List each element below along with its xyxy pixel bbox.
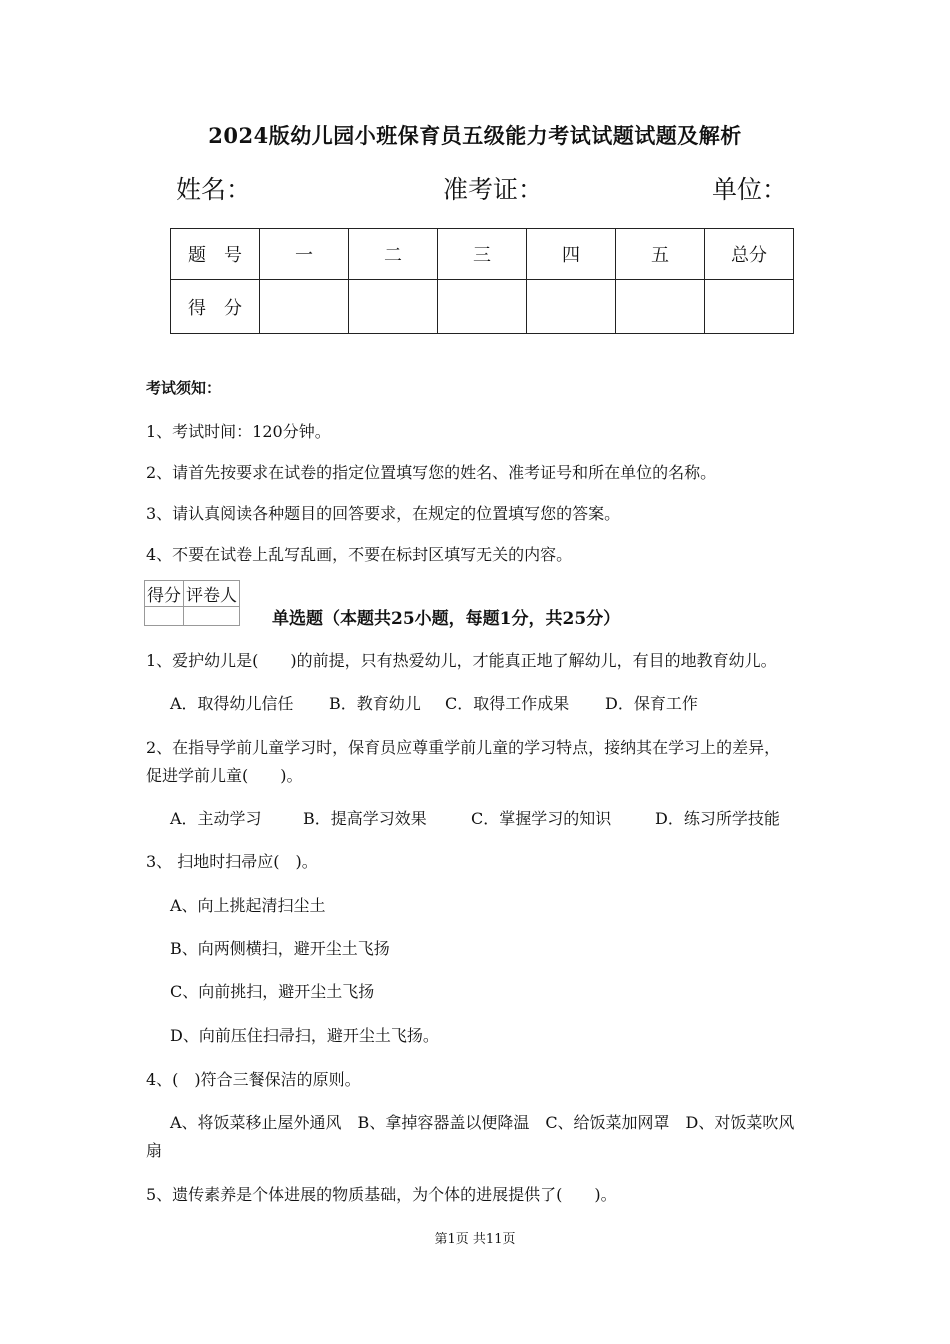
grader-score-label: 得分 bbox=[145, 581, 184, 607]
question-options-line: A、将饭菜移止屋外通风 B、拿掉容器盖以便降温 C、给饭菜加网罩 D、对饭菜吹风 bbox=[170, 1113, 795, 1132]
score-cell[interactable] bbox=[616, 280, 705, 334]
grader-box bbox=[144, 580, 240, 626]
question-option: C．掌握学习的知识 bbox=[471, 809, 612, 828]
question-option: D、向前压住扫帚扫，避开尘土飞扬。 bbox=[170, 1026, 439, 1045]
score-table-column: 四 bbox=[527, 229, 616, 280]
question-stem: 促进学前儿童( )。 bbox=[146, 766, 303, 785]
question-option: D．练习所学技能 bbox=[655, 809, 780, 828]
score-table-column: 总分 bbox=[705, 229, 794, 280]
score-table-row-label: 得 分 bbox=[171, 280, 260, 334]
notice-heading: 考试须知： bbox=[146, 379, 222, 397]
score-table-column: 五 bbox=[616, 229, 705, 280]
score-cell[interactable] bbox=[705, 280, 794, 334]
exam-id-label: 准考证： bbox=[443, 175, 544, 204]
question-option: A．主动学习 bbox=[170, 809, 262, 828]
name-label: 姓名： bbox=[176, 175, 252, 204]
notice-item: 1、考试时间：120分钟。 bbox=[146, 422, 331, 441]
score-table bbox=[170, 228, 794, 334]
question-stem: 1、爱护幼儿是( )的前提，只有热爱幼儿，才能真正地了解幼儿，有目的地教育幼儿。 bbox=[146, 651, 777, 670]
question-option: A、向上挑起清扫尘土 bbox=[170, 896, 326, 915]
question-stem: 4、( )符合三餐保洁的原则。 bbox=[146, 1070, 361, 1089]
score-table-column: 二 bbox=[349, 229, 438, 280]
score-table-column: 三 bbox=[438, 229, 527, 280]
question-option: B．教育幼儿 bbox=[329, 694, 421, 713]
question-stem: 2、在指导学前儿童学习时，保育员应尊重学前儿童的学习特点，接纳其在学习上的差异， bbox=[146, 738, 781, 757]
grader-reviewer-cell[interactable] bbox=[184, 607, 240, 626]
section-title: 单选题（本题共25小题，每题1分，共25分） bbox=[272, 609, 621, 629]
page-footer: 第1页 共11页 bbox=[434, 1232, 516, 1247]
grader-score-cell[interactable] bbox=[145, 607, 184, 626]
notice-item: 4、不要在试卷上乱写乱画，不要在标封区填写无关的内容。 bbox=[146, 545, 573, 564]
question-stem: 5、遗传素养是个体进展的物质基础，为个体的进展提供了( )。 bbox=[146, 1185, 617, 1204]
question-stem: 3、 扫地时扫帚应( )。 bbox=[146, 852, 318, 871]
score-cell[interactable] bbox=[527, 280, 616, 334]
score-table-header-label: 题 号 bbox=[171, 229, 260, 280]
question-option: C、向前挑扫，避开尘土飞扬 bbox=[170, 982, 375, 1001]
question-option: B．提高学习效果 bbox=[303, 809, 427, 828]
notice-item: 2、请首先按要求在试卷的指定位置填写您的姓名、准考证号和所在单位的名称。 bbox=[146, 463, 717, 482]
unit-label: 单位： bbox=[712, 175, 788, 204]
score-table-column: 一 bbox=[260, 229, 349, 280]
page-title: 2024版幼儿园小班保育员五级能力考试试题试题及解析 bbox=[208, 123, 742, 148]
score-cell[interactable] bbox=[438, 280, 527, 334]
question-option: A．取得幼儿信任 bbox=[170, 694, 294, 713]
question-option: B、向两侧横扫，避开尘土飞扬 bbox=[170, 939, 390, 958]
question-option: C．取得工作成果 bbox=[445, 694, 570, 713]
question-options-line: 扇 bbox=[146, 1141, 163, 1160]
grader-reviewer-label: 评卷人 bbox=[184, 581, 240, 607]
notice-item: 3、请认真阅读各种题目的回答要求，在规定的位置填写您的答案。 bbox=[146, 504, 621, 523]
question-option: D．保育工作 bbox=[605, 694, 698, 713]
score-cell[interactable] bbox=[349, 280, 438, 334]
score-cell[interactable] bbox=[260, 280, 349, 334]
